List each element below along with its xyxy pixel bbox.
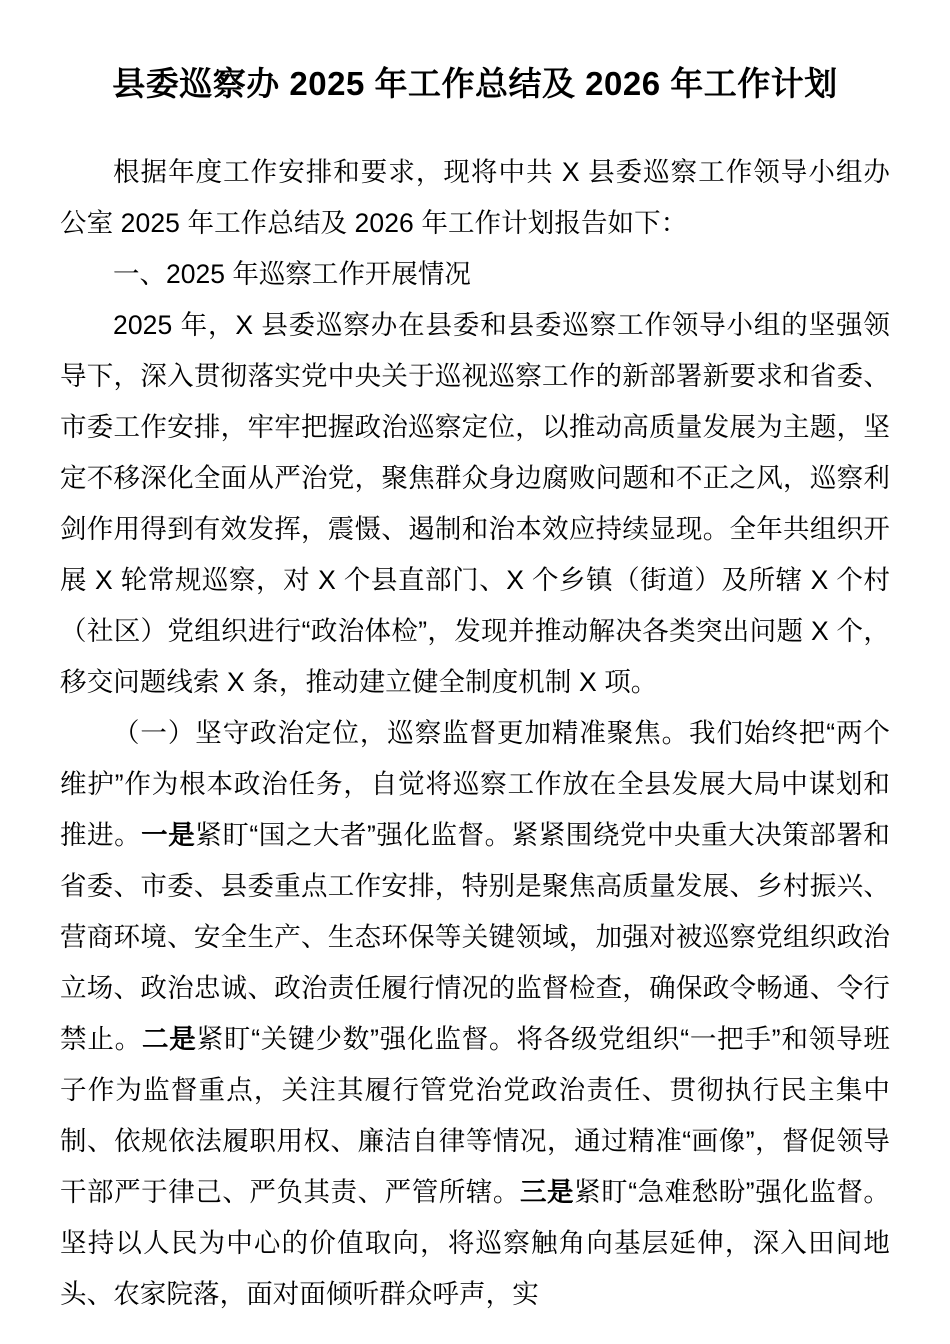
point-three-label: 三是 (519, 1176, 575, 1207)
document-body (0, 147, 950, 1320)
point-two-text: 紧盯“关键少数”强化监督。将各级党组织“一把手”和领导班子作为监督重点，关注其履行管党治党政治责任、贯彻执行民主集中制、依规依法履职用权、廉洁自律等情况，通过精准“画像”，督促领导干部严于律己、严负其责、严管所辖。 (60, 1023, 890, 1207)
section-heading-one: 一、2025 年巡察工作开展情况 (113, 258, 471, 289)
point-three-text: 紧盯“急难愁盼”强化监督。坚持以人民为中心的价值取向，将巡察触角向基层延伸，深入田间地头、农家院落，面对面倾听群众呼声，实 (60, 1176, 891, 1309)
paragraph-section-one-body: 2025 年，X 县委巡察办在县委和县委巡察工作领导小组的坚强领导下，深入贯彻落实党中央关于巡视巡察工作的新部署新要求和省委、市委工作安排，牢牢把握政治巡察定位，以推动高质量发展为主题，坚定不移深化全面从严治党，聚焦群众身边腐败问题和不正之风，巡察利剑作用得到有效发挥，震慑、遏制和治本效应持续显现。全年共组织开展 X 轮常规巡察，对 X 个县直部门、X 个乡镇（街道）及所辖 X 个村（社区）党组织进行“政治体检”，发现并推动解决各类突出问题 X 个，移交问题线索 X 条，推动建立健全制度机制 X 项。 (60, 309, 890, 697)
paragraph-intro: 根据年度工作安排和要求，现将中共 X 县委巡察工作领导小组办公室 2025 年工作总结及 2026 年工作计划报告如下： (60, 156, 890, 238)
page-title: 县委巡察办 2025 年工作总结及 2026 年工作计划 (112, 65, 838, 102)
paragraph-subsection-one (60, 708, 890, 1320)
point-one-label: 一是 (141, 819, 196, 850)
point-one-text: 紧盯“国之大者”强化监督。紧紧围绕党中央重大决策部署和省委、市委、县委重点工作安排，特别是聚焦高质量发展、乡村振兴、营商环境、安全生产、生态环保等关键领域，加强对被巡察党组织政治立场、政治忠诚、政治责任履行情况的监督检查，确保政令畅通、令行禁止。 (60, 819, 890, 1054)
point-two-label: 二是 (141, 1023, 197, 1054)
subsection-one-lead-text: （一）坚守政治定位，巡察监督更加精准聚焦。我们始终把“两个维护”作为根本政治任务，自觉将巡察工作放在全县发展大局中谋划和推进。 (60, 717, 890, 850)
